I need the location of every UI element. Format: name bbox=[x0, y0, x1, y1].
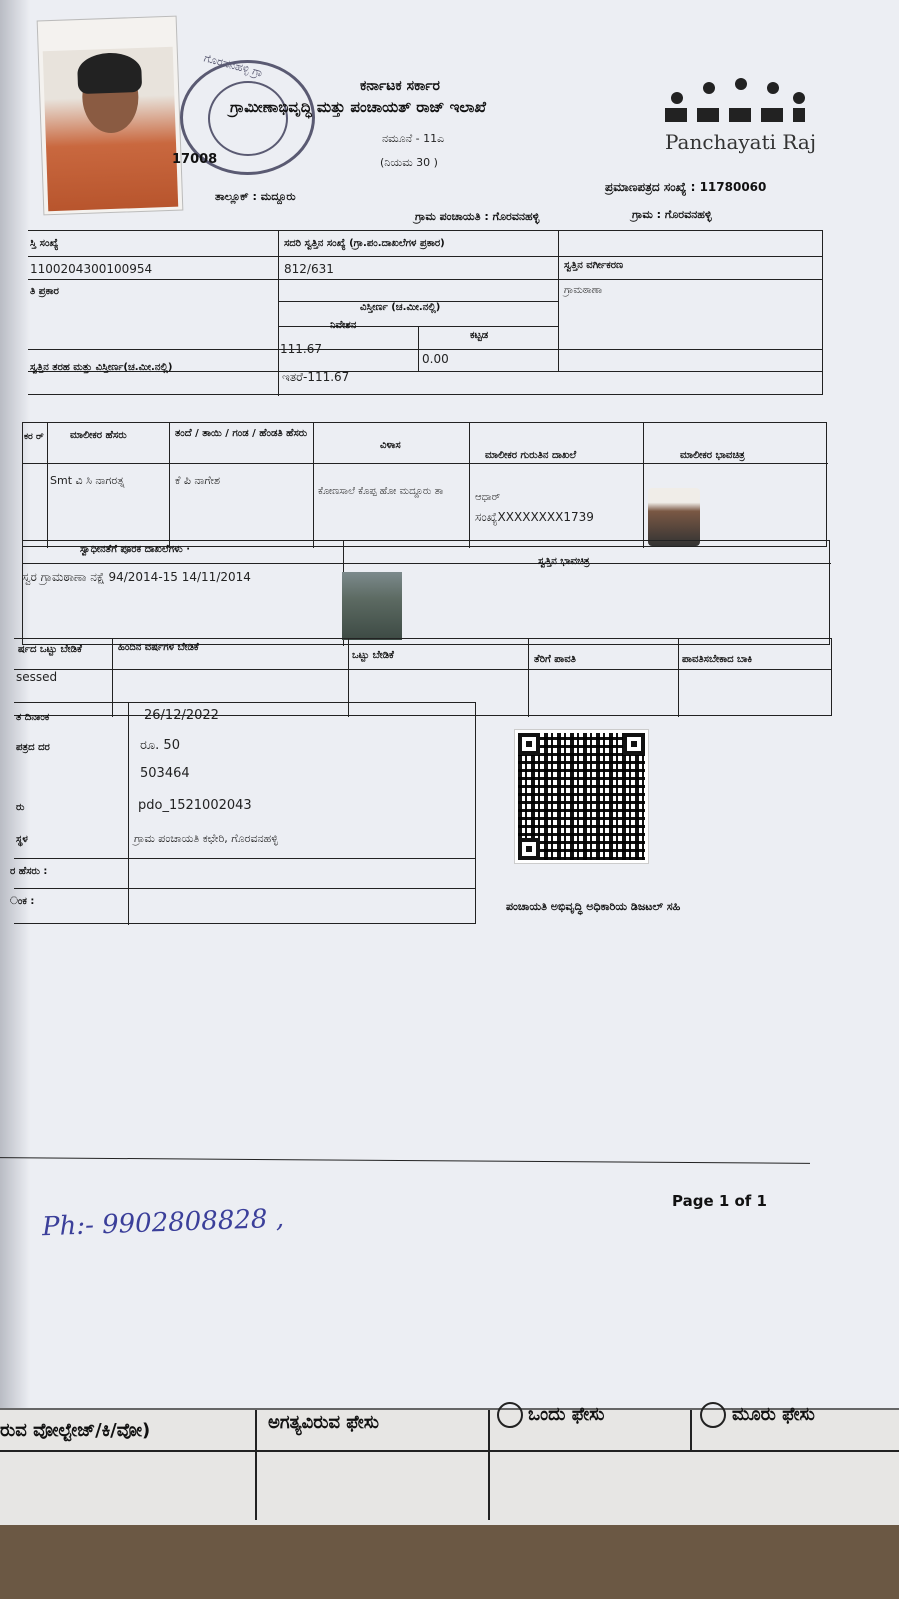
type-area-value: ಇತರೆ-111.67 bbox=[282, 370, 350, 384]
underlying-form-single-phase: ಒಂದು ಫೇಸು bbox=[528, 1404, 605, 1425]
owner-hair bbox=[77, 52, 142, 94]
owner-photo bbox=[37, 16, 184, 216]
underlying-form-three-phase: ಮೂರು ಫೇಸು bbox=[732, 1404, 815, 1425]
qr-code bbox=[515, 730, 648, 863]
owner-no-header: ಕರ ರ್ bbox=[24, 432, 44, 442]
prop-no-header: ಸ್ತಿ ಸಂಖ್ಯೆ bbox=[30, 238, 59, 249]
prop-type-header: ತಿ ಪ್ರಕಾರ bbox=[30, 286, 59, 297]
footer-label-sign: ಂಕ : bbox=[10, 896, 35, 907]
dept-title: ಗ್ರಾಮೀಣಾಭಿವೃದ್ಧಿ ಮತ್ತು ಪಂಚಾಯತ್ ರಾಜ್ ಇಲಾಖೆ bbox=[230, 98, 486, 116]
owner-name: Smt ವಿ ಸಿ ನಾಗರತ್ನ bbox=[50, 474, 125, 487]
digital-signature-label: ಪಂಚಾಯತಿ ಅಭಿವೃದ್ಧಿ ಅಧಿಕಾರಿಯ ಡಿಜಟಲ್ ಸಹಿ bbox=[506, 900, 681, 913]
village: ಗ್ರಾಮ : ಗೊರವನಹಳ್ಳಿ bbox=[632, 208, 712, 221]
classification-header: ಸ್ವತ್ತಿನ ವರ್ಗೀಕರಣ bbox=[564, 260, 624, 271]
owner-id-header: ಮಾಲೀಕರ ಗುರುತಿನ ದಾಖಲೆ bbox=[485, 450, 577, 461]
handwritten-phone: Ph:- 9902808828 , bbox=[41, 1203, 285, 1243]
underlying-form-phase: ಅಗತ್ಯವಿರುವ ಫೇಸು bbox=[268, 1412, 380, 1433]
panchayati-raj-logo bbox=[665, 78, 805, 128]
three-phase-radio bbox=[700, 1402, 726, 1428]
logo-text: Panchayati Raj bbox=[665, 130, 817, 154]
official-seal-inner bbox=[208, 81, 288, 156]
footer-label-user: ರು bbox=[16, 802, 25, 813]
seal-id: 17008 bbox=[172, 152, 218, 167]
area-header: ವಿಸ್ತೀರ್ಣ (ಚ.ಮೀ.ನಲ್ಲಿ) bbox=[360, 302, 441, 313]
form-number: ನಮೂನೆ - 11ಎ bbox=[382, 132, 445, 145]
tax-header-previous: ಹಿಂದಿನ ವರ್ಷಗಳ ಬೇಡಿಕೆ bbox=[118, 642, 199, 653]
property-photo bbox=[342, 572, 402, 640]
background-floor bbox=[0, 1525, 899, 1599]
seal-text: ಗೊರವನಹಳ್ಳಿ ಗ್ರಾ bbox=[202, 51, 265, 80]
owner-name-header: ಮಾಲೀಕರ ಹೆಸರು bbox=[70, 430, 127, 441]
tax-header-paid: ತೆರಿಗೆ ಪಾವತಿ bbox=[534, 654, 576, 665]
footer-value-date: 26/12/2022 bbox=[144, 708, 219, 723]
classification-value: ಗ್ರಾಮಠಾಣಾ bbox=[564, 285, 603, 296]
gp-prop-no-header: ಸದರಿ ಸ್ವತ್ತಿನ ಸಂಖ್ಯೆ (ಗ್ರಾ.ಪಂ.ದಾಖಲೆಗಳ ಪ್ರಕಾರ) bbox=[284, 238, 445, 249]
building-area-value: 0.00 bbox=[422, 352, 449, 366]
certificate-number: ಪ್ರಮಾಣಪತ್ರದ ಸಂಖ್ಯೆ : 11780060 bbox=[605, 180, 767, 194]
property-photo-header: ಸ್ವತ್ತಿನ ಭಾವಚಿತ್ರ bbox=[538, 556, 590, 567]
tax-header-total-year: ರ್ಷದ ಒಟ್ಟು ಬೇಡಿಕೆ bbox=[18, 644, 82, 655]
tax-header-balance: ಪಾವತಿಸಬೇಕಾದ ಬಾಕಿ bbox=[682, 654, 753, 665]
govt-title: ಕರ್ನಾಟಕ ಸರ್ಕಾರ bbox=[360, 78, 440, 94]
owner-address: ಕೋಣಸಾಲೆ ಕೊಪ್ಪ ಹೋ ಮದ್ದೂರು ತಾ bbox=[318, 486, 444, 497]
footer-info-table bbox=[14, 702, 476, 924]
prop-no-value: 110020430010095​4 bbox=[30, 262, 153, 276]
tax-assessed-value: sessed bbox=[16, 670, 58, 684]
docs-value: ಸ್ವರ ಗ್ರಾಮಠಾಣಾ ನಕ್ಷೆ 94/2014-15 14/11/2014 bbox=[22, 570, 251, 584]
owner-address-header: ವಿಳಾಸ bbox=[380, 440, 401, 451]
owner-father-name: ಕೆ ಪಿ ನಾಗೇಶ bbox=[175, 474, 221, 487]
owner-id-value: ಸಂಖ್ಯೆXXXXXXXX1739 bbox=[475, 510, 594, 524]
taluk: ತಾಲ್ಲೂಕ್ : ಮದ್ದೂರು bbox=[215, 190, 296, 203]
page-number: Page 1 of 1 bbox=[672, 1192, 767, 1210]
footer-label-fee: ಪತ್ರದ ದರ bbox=[16, 742, 50, 753]
footer-label-name: ರ ಹೆಸರು : bbox=[10, 866, 48, 877]
site-area-value: 111.67 bbox=[280, 342, 322, 356]
footer-value-receipt: 503464 bbox=[140, 766, 190, 781]
docs-header: ಸ್ವಾಧೀನತೆಗೆ ಪೂರಕ ದಾಖಲೆಗಳು · bbox=[80, 544, 191, 555]
type-area-header: ಸ್ವತ್ತಿನ ತರಹ ಮತ್ತು ವಿಸ್ತೀರ್ಣ(ಚ.ಮೀ.ನಲ್ಲಿ) bbox=[30, 362, 173, 373]
owner-id-label: ಆಧಾರ್ bbox=[475, 492, 501, 503]
footer-value-fee: ರೂ. 50 bbox=[140, 738, 180, 753]
gp-prop-no-value: 812/631 bbox=[284, 262, 334, 276]
footer-label-place: ಸ್ಥಳ bbox=[16, 834, 28, 845]
footer-value-user: pdo_1521002043 bbox=[138, 798, 252, 813]
footer-value-place: ಗ್ರಾಮ ಪಂಚಾಯತಿ ಕಛೇರಿ, ಗೊರವನಹಳ್ಳಿ bbox=[134, 832, 278, 845]
tax-header-total: ಒಟ್ಟು ಬೇಡಿಕೆ bbox=[352, 650, 394, 661]
owner-photo-header: ಮಾಲೀಕರ ಭಾವಚಿತ್ರ bbox=[680, 450, 745, 461]
owner-thumbnail-photo bbox=[648, 488, 700, 546]
owner-photo-image bbox=[43, 47, 179, 211]
docs-table bbox=[22, 540, 830, 645]
single-phase-radio bbox=[497, 1402, 523, 1428]
underlying-form-voltage: ರುವ ವೋಲ್ಟೇಜ್/ಕಿ/ವೋ) bbox=[0, 1420, 151, 1441]
gram-panchayat: ಗ್ರಾಮ ಪಂಚಾಯತಿ : ಗೊರವನಹಳ್ಳಿ bbox=[415, 210, 540, 223]
owner-father-header: ತಂದೆ / ತಾಯಿ / ಗಂಡ / ಹೆಂಡತಿ ಹೆಸರು bbox=[175, 428, 308, 439]
building-header: ಕಟ್ಟಡ bbox=[470, 330, 489, 341]
rule-number: (ನಿಯಮ 30 ) bbox=[380, 156, 438, 169]
footer-label-date: ತ ದಿನಾಂಕ bbox=[16, 712, 50, 723]
site-header: ನಿವೇಶನ bbox=[330, 320, 357, 331]
